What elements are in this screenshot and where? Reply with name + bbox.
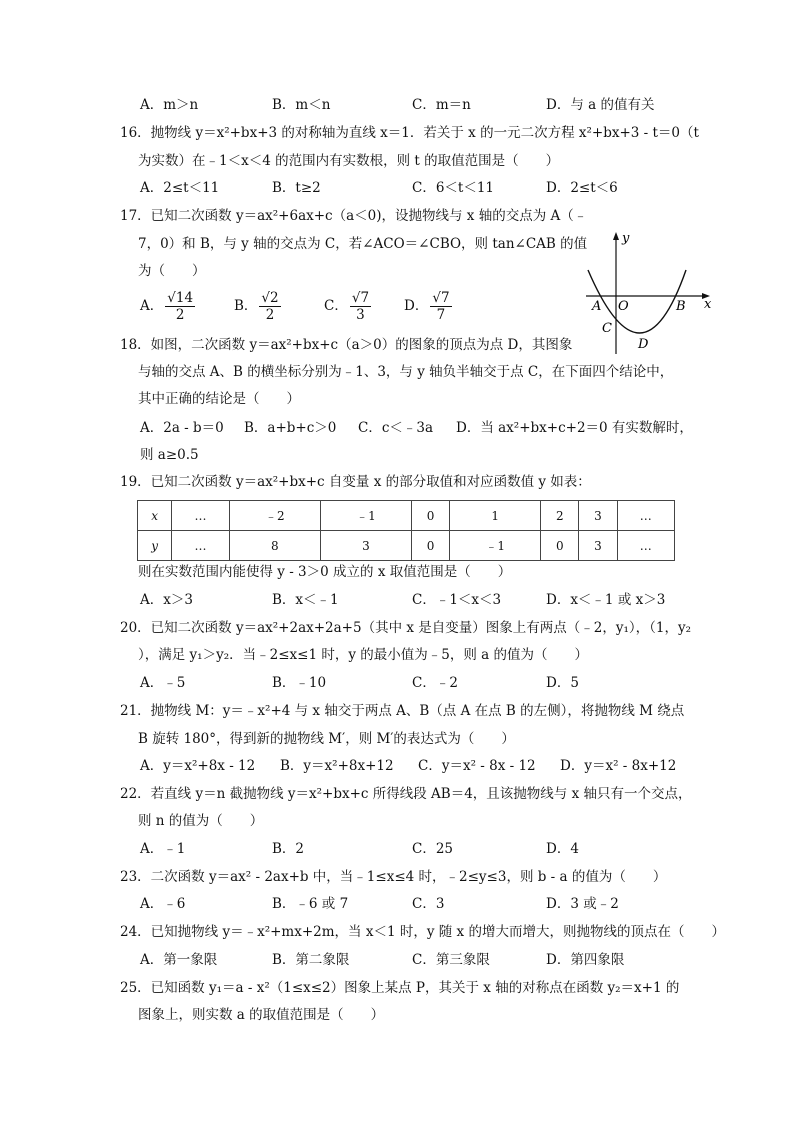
- point-b-label: B: [676, 299, 686, 314]
- q23-option-c: C．3: [412, 896, 445, 912]
- table-cell: 8: [229, 531, 320, 561]
- y-axis-label: y: [622, 231, 630, 246]
- table-cell: 3: [320, 531, 411, 561]
- q18-option-c: C．c＜﹣3a: [358, 420, 434, 436]
- q17-option-a: [140, 290, 197, 323]
- q22-stem-line2: 则 n 的值为（ ）: [138, 813, 264, 829]
- q18-stem-line2: 与轴的交点 A、B 的横坐标分别为﹣1、3，与 y 轴负半轴交于点 C，在下面四个结论中，: [138, 364, 674, 380]
- q18-option-d: D．当 ax²+bx+c+2＝0 有实数解时，: [456, 420, 693, 436]
- point-a-label: A: [592, 299, 602, 314]
- fraction: $\frac{√2}{2}$: [261, 290, 279, 323]
- table-cell: …: [617, 501, 674, 531]
- q23-option-a: A．﹣6: [140, 896, 186, 912]
- q24-option-d: D．第四象限: [546, 952, 625, 968]
- value-table: [137, 500, 675, 561]
- q15-option-b: B．m＜n: [272, 97, 331, 113]
- q22-option-a: A．﹣1: [140, 841, 186, 857]
- q22-option-c: C．25: [412, 841, 454, 857]
- q17-option-c-label: C．: [324, 298, 348, 314]
- table-cell: 0: [541, 531, 579, 561]
- q20-option-a: A．﹣5: [140, 675, 186, 691]
- q23-stem-line1: 23．二次函数 y＝ax² - 2ax+b 中，当﹣1≤x≤4 时，﹣2≤y≤3，则 b - a 的值为（ ）: [120, 869, 667, 885]
- q19-stem-line1: 19．已知二次函数 y＝ax²+bx+c 自变量 x 的部分取值和对应函数值 y 如表：: [120, 474, 591, 490]
- q19-option-a: A．x＞3: [140, 592, 193, 608]
- radicand: 7: [440, 290, 450, 306]
- q21-option-c: C．y＝x² - 8x - 12: [418, 758, 536, 774]
- q17-option-b: [234, 290, 283, 323]
- table-cell: 3: [579, 501, 617, 531]
- q20-option-d: D．5: [546, 675, 579, 691]
- q17-option-c: [324, 290, 373, 323]
- table-cell: y: [138, 531, 172, 561]
- q19-option-d: D．x＜﹣1 或 x＞3: [546, 592, 666, 608]
- q16-option-d: D．2≤t＜6: [546, 180, 618, 196]
- q21-option-a: A．y＝x²+8x - 12: [140, 758, 256, 774]
- q15-option-d: D．与 a 的值有关: [546, 97, 655, 113]
- q19-stem-line2: 则在实数范围内能使得 y - 3＞0 成立的 x 取值范围是（ ）: [138, 564, 512, 580]
- q16-option-b: B．t≥2: [272, 180, 321, 196]
- table-cell: 1: [450, 501, 541, 531]
- q22-stem-line1: 22．若直线 y＝n 截抛物线 y＝x²+bx+c 所得线段 AB＝4，且该抛物线与 x 轴只有一个交点，: [120, 786, 692, 802]
- q20-stem-line2: ），满足 y₁＞y₂．当﹣2≤x≤1 时，y 的最小值为﹣5，则 a 的值为（ ）: [138, 647, 588, 663]
- denominator: 2: [175, 307, 185, 323]
- table-cell: ﹣1: [450, 531, 541, 561]
- fraction: $\frac{√7}{3}$: [351, 290, 370, 323]
- parabola-figure: [582, 228, 722, 358]
- table-cell: ﹣2: [229, 501, 320, 531]
- q21-stem-line2: B 旋转 180°，得到新的抛物线 M′，则 M′的表达式为（ ）: [138, 731, 515, 747]
- q18-stem-line3: 其中正确的结论是（ ）: [138, 391, 300, 407]
- table-cell: …: [172, 501, 229, 531]
- table-cell: 0: [411, 501, 449, 531]
- denominator: 3: [356, 307, 365, 323]
- radicand: 14: [175, 290, 194, 306]
- table-row-y: [138, 531, 675, 561]
- q16-option-c: C．6＜t＜11: [412, 180, 495, 196]
- q17-option-b-label: B．: [234, 298, 258, 314]
- q24-option-a: A．第一象限: [140, 952, 218, 968]
- q15-option-c: C．m＝n: [412, 97, 471, 113]
- q22-option-d: D．4: [546, 841, 579, 857]
- table-cell: 2: [541, 501, 579, 531]
- q17-stem-line2: 7，0）和 B，与 y 轴的交点为 C，若∠ACO＝∠CBO，则 tan∠CAB 的值: [138, 236, 588, 252]
- q18-option-a: A．2a - b＝0: [140, 420, 224, 436]
- q18-option-d-continued: 则 a≥0.5: [140, 447, 199, 463]
- y-axis-arrow: [613, 232, 619, 240]
- q24-option-c: C．第三象限: [412, 952, 490, 968]
- table-cell: …: [617, 531, 674, 561]
- denominator: 7: [436, 307, 446, 323]
- table-cell: …: [172, 531, 229, 561]
- table-row-x: [138, 501, 675, 531]
- denominator: 2: [265, 307, 275, 323]
- origin-label: O: [618, 299, 629, 314]
- q17-option-a-label: A．: [140, 298, 164, 314]
- point-c-label: C: [602, 321, 612, 336]
- q20-option-c: C．﹣2: [412, 675, 458, 691]
- q25-stem-line1: 25．已知函数 y₁＝a - x²（1≤x≤2）图象上某点 P，其关于 x 轴的对称点在函数 y₂＝x+1 的: [120, 980, 680, 996]
- q21-stem-line1: 21．抛物线 M：y＝﹣x²+4 与 x 轴交于两点 A、B（点 A 在点 B 的左侧），将抛物线 M 绕点: [120, 703, 685, 719]
- radicand: 2: [270, 290, 279, 306]
- q17-option-d: [404, 290, 454, 323]
- fraction: $\frac{√14}{2}$: [167, 290, 194, 323]
- q24-stem-line1: 24．已知抛物线 y＝﹣x²+mx+2m，当 x＜1 时，y 随 x 的增大而增大，则抛物线的顶点在（ ）: [120, 924, 725, 940]
- q16-stem-line1: 16．抛物线 y＝x²+bx+3 的对称轴为直线 x＝1．若关于 x 的一元二次方程 x²+bx+3 - t＝0（t: [120, 125, 699, 141]
- q16-option-a: A．2≤t＜11: [140, 180, 220, 196]
- q23-option-d: D．3 或﹣2: [546, 896, 619, 912]
- q20-option-b: B．﹣10: [272, 675, 327, 691]
- q16-stem-line2: 为实数）在﹣1＜x＜4 的范围内有实数根，则 t 的取值范围是（ ）: [138, 153, 560, 169]
- q22-option-b: B．2: [272, 841, 305, 857]
- q24-option-b: B．第二象限: [272, 952, 350, 968]
- q21-option-b: B．y＝x²+8x+12: [280, 758, 394, 774]
- q17-option-d-label: D．: [404, 298, 429, 314]
- table-cell: 3: [579, 531, 617, 561]
- q23-option-b: B．﹣6 或 7: [272, 896, 349, 912]
- q19-option-c: C．﹣1＜x＜3: [412, 592, 502, 608]
- q15-option-a: A．m＞n: [140, 97, 199, 113]
- point-d-label: D: [638, 337, 649, 352]
- radicand: 7: [360, 290, 370, 306]
- table-cell: ﹣1: [320, 501, 411, 531]
- q21-option-d: D．y＝x² - 8x+12: [560, 758, 677, 774]
- x-axis-label: x: [704, 297, 712, 312]
- q17-stem-line3: 为（ ）: [138, 263, 206, 279]
- q18-option-b: B．a+b+c＞0: [244, 420, 337, 436]
- table-cell: x: [138, 501, 172, 531]
- q19-option-b: B．x＜﹣1: [272, 592, 339, 608]
- q25-stem-line2: 图象上，则实数 a 的取值范围是（ ）: [138, 1007, 385, 1023]
- table-cell: 0: [411, 531, 449, 561]
- q17-stem-line1: 17．已知二次函数 y＝ax²+6ax+c（a＜0)，设抛物线与 x 轴的交点为 A（﹣: [120, 208, 588, 224]
- q18-stem-line1: 18．如图，二次函数 y＝ax²+bx+c（a＞0）的图象的顶点为点 D，其图象: [120, 337, 573, 353]
- q20-stem-line1: 20．已知二次函数 y＝ax²+2ax+2a+5（其中 x 是自变量）图象上有两点（﹣2，y₁），（1，y₂: [120, 620, 692, 636]
- fraction: $\frac{√7}{7}$: [432, 290, 450, 323]
